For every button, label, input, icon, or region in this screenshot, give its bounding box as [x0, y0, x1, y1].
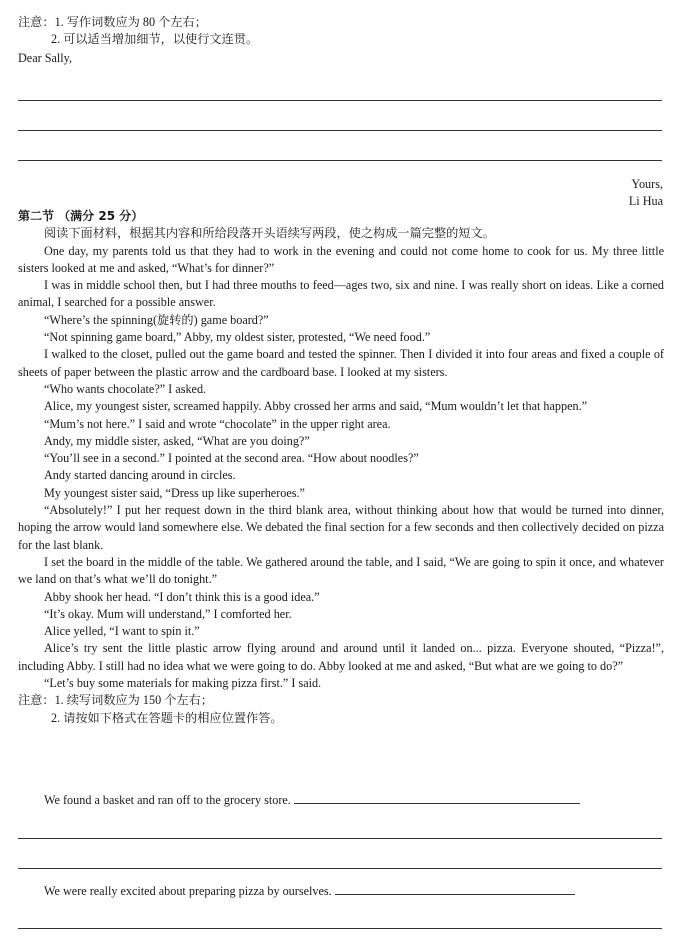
story-paragraph: I walked to the closet, pulled out the game board and tested the spinner. Then I divided it into four areas and fixed a couple of sheets of paper between the plastic arrow and the cardboard base. I looked at my sisters. — [18, 347, 664, 379]
story-paragraph: “Where’s the spinning(旋转的) game board?” — [44, 312, 269, 327]
story-paragraph: “Let’s buy some materials for making pizza first.” I said. — [44, 676, 322, 691]
story-paragraph: I was in middle school then, but I had three mouths to feed—ages two, six and nine. I was really short on ideas. Like a corned animal, I searched for a possible answer. — [18, 278, 664, 310]
continuation-prompt-1: We found a basket and ran off to the grocery store. — [44, 793, 291, 807]
note-item-1: 1. 写作词数应为 80 个左右； — [54, 15, 207, 29]
answer-blank[interactable] — [335, 884, 575, 895]
story-paragraph: “Not spinning game board,” Abby, my oldest sister, protested, “We need food.” — [44, 330, 431, 345]
story-paragraph: Alice yelled, “I want to spin it.” — [44, 624, 200, 639]
story-paragraph: “Who wants chocolate?” I asked. — [44, 381, 207, 396]
story-paragraph: I set the board in the middle of the table. We gathered around the table, and I said, “We are going to spin it once, and whatever we land on that’s what we’ll do tonight.” — [18, 554, 664, 587]
writing-line[interactable] — [18, 928, 662, 929]
story-paragraph: Abby shook her head. “I don’t think this is a good idea.” — [44, 589, 320, 604]
letter-closing-block — [629, 176, 663, 211]
letter-closing: Yours, — [631, 177, 663, 191]
story-passage — [18, 243, 664, 693]
answer-blank[interactable] — [294, 793, 580, 804]
story-paragraph: Andy, my middle sister, asked, “What are you doing?” — [44, 433, 310, 448]
story-paragraph: “It’s okay. Mum will understand,” I comforted her. — [44, 606, 292, 621]
note-item-2: 2. 可以适当增加细节，以使行文连贯。 — [51, 32, 259, 47]
salutation: Dear Sally, — [18, 50, 73, 65]
continuation-prompt-1-row — [44, 792, 580, 809]
story-paragraph: “Mum’s not here.” I said and wrote “chocolate” in the upper right area. — [44, 416, 391, 431]
story-paragraph: My youngest sister said, “Dress up like superheroes.” — [44, 485, 305, 500]
story-paragraph: “You’ll see in a second.” I pointed at the second area. “How about noodles?” — [44, 451, 419, 466]
writing-notes — [18, 14, 664, 67]
writing-line[interactable] — [18, 838, 662, 839]
note-label: 注意： — [18, 693, 55, 708]
letter-signature: Li Hua — [628, 194, 663, 209]
writing-line[interactable] — [18, 868, 662, 869]
story-paragraph: Andy started dancing around in circles. — [44, 468, 236, 483]
note-item-2: 2. 请按如下格式在答题卡的相应位置作答。 — [51, 710, 283, 725]
writing-line[interactable] — [18, 130, 662, 131]
story-paragraph: Alice, my youngest sister, screamed happily. Abby crossed her arms and said, “Mum wouldn’t let that happen.” — [44, 399, 588, 414]
continuation-prompt-2-row — [44, 883, 575, 900]
note-label: 注意： — [18, 15, 55, 29]
section-title: 第二节 （满分 25 分） — [18, 209, 144, 223]
note-item-1: 1. 续写词数应为 150 个左右； — [54, 693, 213, 708]
story-paragraph: Alice’s try sent the little plastic arrow flying around and around until it landed on... pizza. Everyone shouted, “Pizza!”, including Abby. I still had no idea what we were going to do. Abby looked at me and asked, “But what are we going to do?” — [18, 641, 664, 673]
section-instruction: 阅读下面材料，根据其内容和所给段落开头语续写两段，使之构成一篇完整的短文。 — [44, 226, 495, 241]
writing-line[interactable] — [18, 100, 662, 101]
continuation-prompt-2: We were really excited about preparing pizza by ourselves. — [44, 884, 332, 898]
writing-line[interactable] — [18, 160, 662, 161]
continuation-section — [18, 208, 664, 727]
story-paragraph: “Absolutely!” I put her request down in the third blank area, without thinking about how that would be turned into dinner, hoping the arrow would land somewhere else. We debated the final section for a few seconds and then collectively decided on pizza for the last blank. — [18, 503, 664, 552]
story-paragraph: One day, my parents told us that they had to work in the evening and could not come home to cook for us. My three little sisters looked at me and asked, “What’s for dinner?” — [18, 243, 664, 275]
